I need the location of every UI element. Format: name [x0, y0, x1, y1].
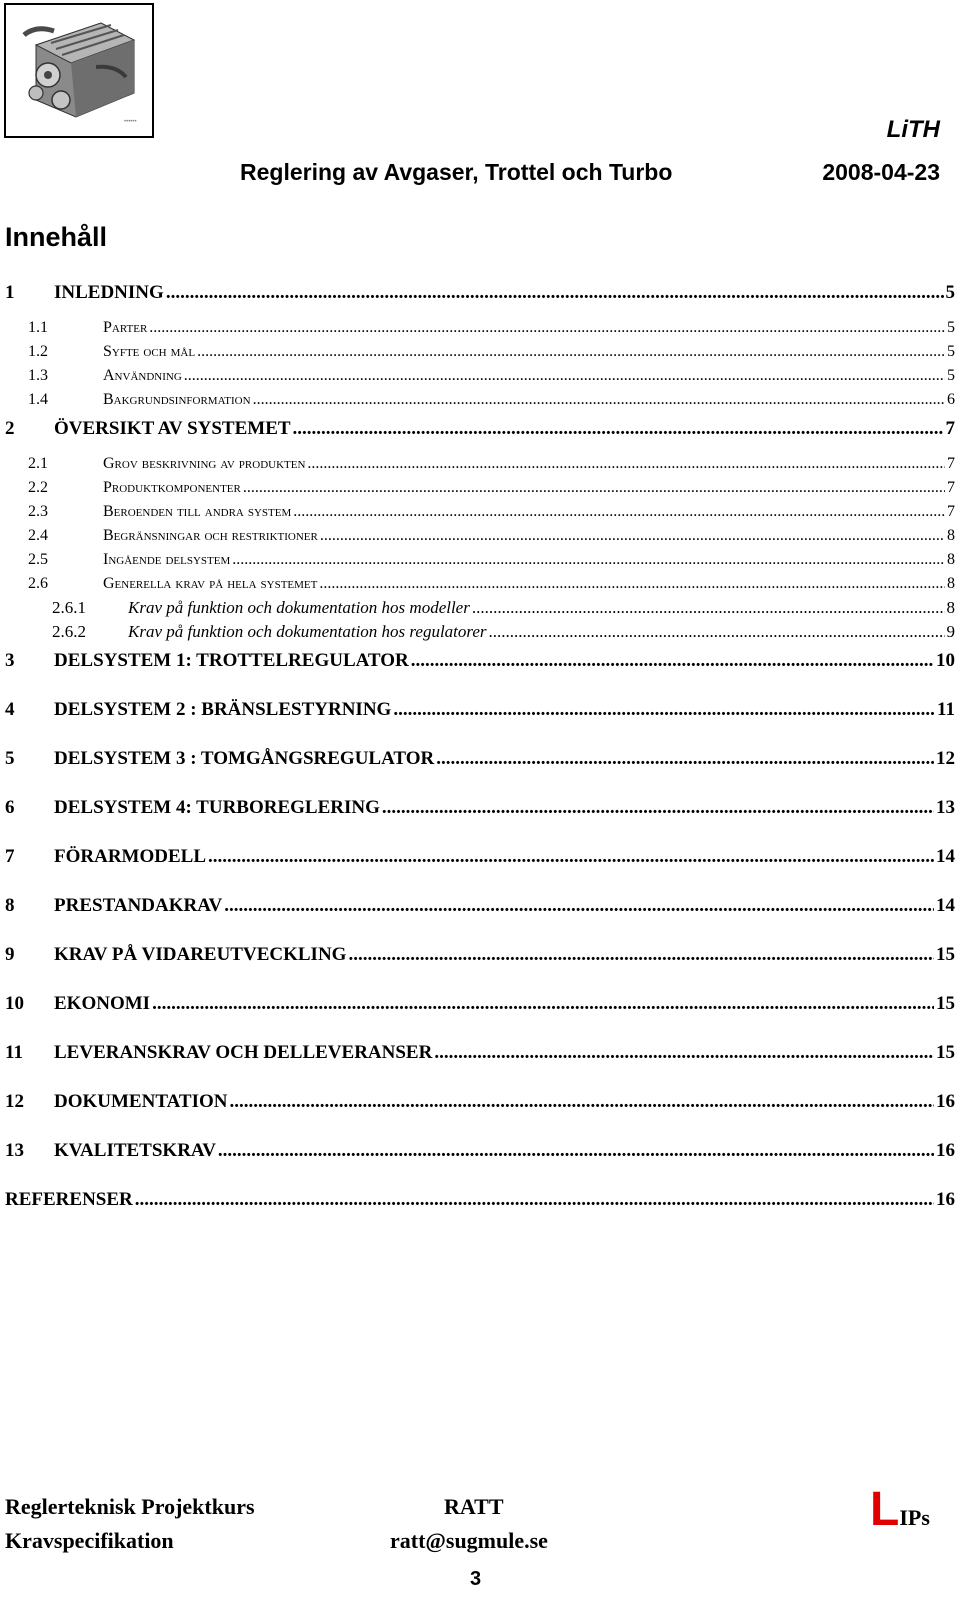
- toc-entry[interactable]: 9 KRAV PÅ VIDAREUTVECKLING ..... 15: [5, 944, 955, 966]
- toc-entry[interactable]: 12 DOKUMENTATION ..... 16: [5, 1091, 955, 1113]
- engine-image: [4, 3, 154, 138]
- toc-heading: Innehåll: [5, 222, 108, 252]
- toc-entry[interactable]: 1 INLEDNING ..... 5: [5, 282, 955, 304]
- toc-entry[interactable]: 2.6.1 Krav på funktion och dokumentation hos modeller ..... 8: [52, 598, 955, 618]
- footer-course: Reglerteknisk Projektkurs: [5, 1494, 255, 1519]
- toc-entry[interactable]: 3 DELSYSTEM 1: TROTTELREGULATOR ..... 10: [5, 650, 955, 672]
- toc-entry-references[interactable]: REFERENSER ..... 16: [5, 1189, 955, 1211]
- toc-entry[interactable]: 1.4 Bakgrundsinformation ..... 6: [28, 391, 955, 409]
- toc-entry[interactable]: 2.5 Ingående delsystem ..... 8: [28, 551, 955, 569]
- footer-group: RATT: [444, 1494, 504, 1519]
- toc-entry[interactable]: 1.1 Parter ..... 5: [28, 319, 955, 337]
- footer-doc-type: Kravspecifikation: [5, 1528, 174, 1553]
- toc-entry[interactable]: 2.3 Beroenden till andra system ..... 7: [28, 503, 955, 521]
- footer-email: ratt@sugmule.se: [390, 1528, 548, 1553]
- toc-entry[interactable]: 5 DELSYSTEM 3 : TOMGÅNGSREGULATOR ..... 12: [5, 748, 955, 770]
- toc-entry[interactable]: 2.2 Produktkomponenter ..... 7: [28, 479, 955, 497]
- engine-image-icon: [6, 5, 152, 136]
- toc-entry[interactable]: 13 KVALITETSKRAV ..... 16: [5, 1140, 955, 1162]
- page-number: 3: [470, 1568, 482, 1590]
- lips-logo: LIPs: [870, 1483, 930, 1536]
- toc-entry[interactable]: 6 DELSYSTEM 4: TURBOREGLERING ..... 13: [5, 797, 955, 819]
- toc-entry[interactable]: 2.6.2 Krav på funktion och dokumentation hos regulatorer ..... 9: [52, 622, 955, 642]
- toc-entry[interactable]: 2.1 Grov beskrivning av produkten ..... 7: [28, 455, 955, 473]
- brand-lith: LiTH: [886, 116, 940, 143]
- document-date: 2008-04-23: [822, 159, 940, 185]
- toc-entry[interactable]: 2.6 Generella krav på hela systemet ..... 8: [28, 575, 955, 593]
- toc-entry[interactable]: 10 EKONOMI ..... 15: [5, 993, 955, 1015]
- toc-entry[interactable]: 7 FÖRARMODELL ..... 14: [5, 846, 955, 868]
- toc-entry[interactable]: 1.2 Syfte och mål ..... 5: [28, 343, 955, 361]
- toc-entry[interactable]: 11 LEVERANSKRAV OCH DELLEVERANSER ..... 15: [5, 1042, 955, 1064]
- toc-entry[interactable]: 2.4 Begränsningar och restriktioner ..... 8: [28, 527, 955, 545]
- toc-entry[interactable]: 2 ÖVERSIKT AV SYSTEMET ..... 7: [5, 418, 955, 440]
- document-title: Reglering av Avgaser, Trottel och Turbo: [240, 159, 673, 185]
- toc-entry[interactable]: 1.3 Användning ..... 5: [28, 367, 955, 385]
- toc-entry[interactable]: 8 PRESTANDAKRAV ..... 14: [5, 895, 955, 917]
- svg-text:••••••: ••••••: [124, 119, 137, 125]
- toc-entry[interactable]: 4 DELSYSTEM 2 : BRÄNSLESTYRNING ..... 11: [5, 699, 955, 721]
